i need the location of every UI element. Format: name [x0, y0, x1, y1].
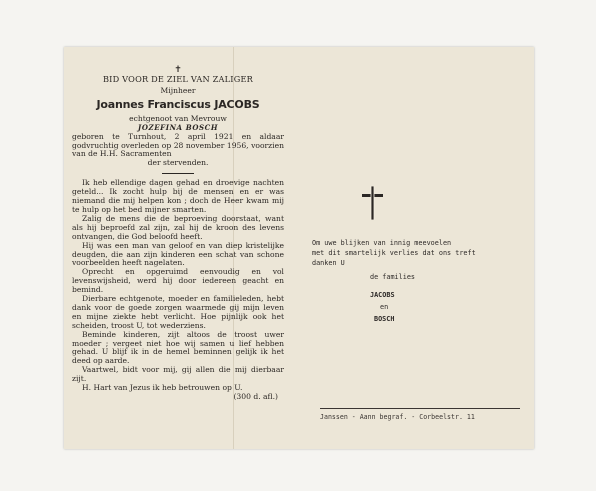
spouse-intro: echtgenoot van Mevrouw	[129, 113, 227, 123]
thanks-line: Om uwe blijken van innig meevoelen	[312, 239, 452, 247]
paragraph: H. Hart van Jezus ik heb betrouwen op U.	[82, 383, 243, 393]
paragraph: Vaartwel, bidt voor mij, gij allen die mij dierbaar zijt.	[72, 365, 284, 384]
conjunction: en	[380, 303, 389, 311]
divider	[162, 173, 194, 174]
spouse-name: JOZEFINA BOSCH	[137, 122, 219, 132]
thanks-line: met dit smartelijk verlies dat ons treft	[312, 249, 476, 257]
paragraph: Beminde kinderen, zijt altoos de troost uwer moeder ; vergeet niet hoe wij samen u lief hebben gehad. U blijf ik in de hemel beminnen gelijk ik het deed op aarde.	[72, 329, 284, 366]
left-page	[72, 66, 284, 402]
paragraph: Ik heb ellendige dagen gehad en droevige nachten geteld... Ik zocht hulp bij de mensen en er was niemand die mij helpen kon ; doch de Heer kwam mij te hulp op het bed mijner smarten.	[72, 178, 284, 214]
paragraph: Zalig de mens die de beproeving doorstaat, want als hij beproefd zal zijn, zal hij de kroon des levens ontvangen, die God beloofd heeft.	[72, 213, 284, 241]
indulgence: (300 d. afl.)	[233, 392, 278, 401]
paragraph: Dierbare echtgenote, moeder en familieleden, hebt dank voor de goede zorgen waarmede gij mijn leven en mijne ziekte hebt verlicht. Hoe pijnlijk ook het scheiden, troost U, tot wederziens.	[72, 294, 284, 330]
biography-end: der stervenden.	[147, 158, 209, 168]
printer-credit: Janssen - Aann begraf. - Corbeelstr. 11	[320, 413, 475, 421]
thanks-line: danken U	[312, 259, 345, 267]
divider	[320, 408, 520, 409]
families-label: de families	[370, 273, 416, 281]
paragraph: Oprecht en opgeruimd eenvoudig en vol levenswijsheid, werd hij door iedereen geacht en bemind.	[72, 267, 284, 295]
cross-icon: ✝	[174, 65, 182, 75]
paragraph: Hij was een man van geloof en van diep kristelijke deugden, die aan zijn kinderen een schat van schone voorbeelden heeft nagelaten.	[72, 240, 284, 268]
family-name: BOSCH	[374, 315, 395, 323]
biography: geboren te Turnhout, 2 april 1921 en aldaar godvruchtig overleden op 28 november 1956, voorzien van de H.H. Sacramenten	[72, 131, 284, 159]
prayer-header: BID VOOR DE ZIEL VAN ZALIGER	[102, 74, 254, 84]
family-name: JACOBS	[370, 291, 395, 299]
deceased-name: Joannes Franciscus JACOBS	[96, 97, 260, 111]
honorific: Mijnheer	[160, 85, 196, 95]
right-page	[312, 238, 512, 324]
cross-icon	[362, 186, 384, 220]
